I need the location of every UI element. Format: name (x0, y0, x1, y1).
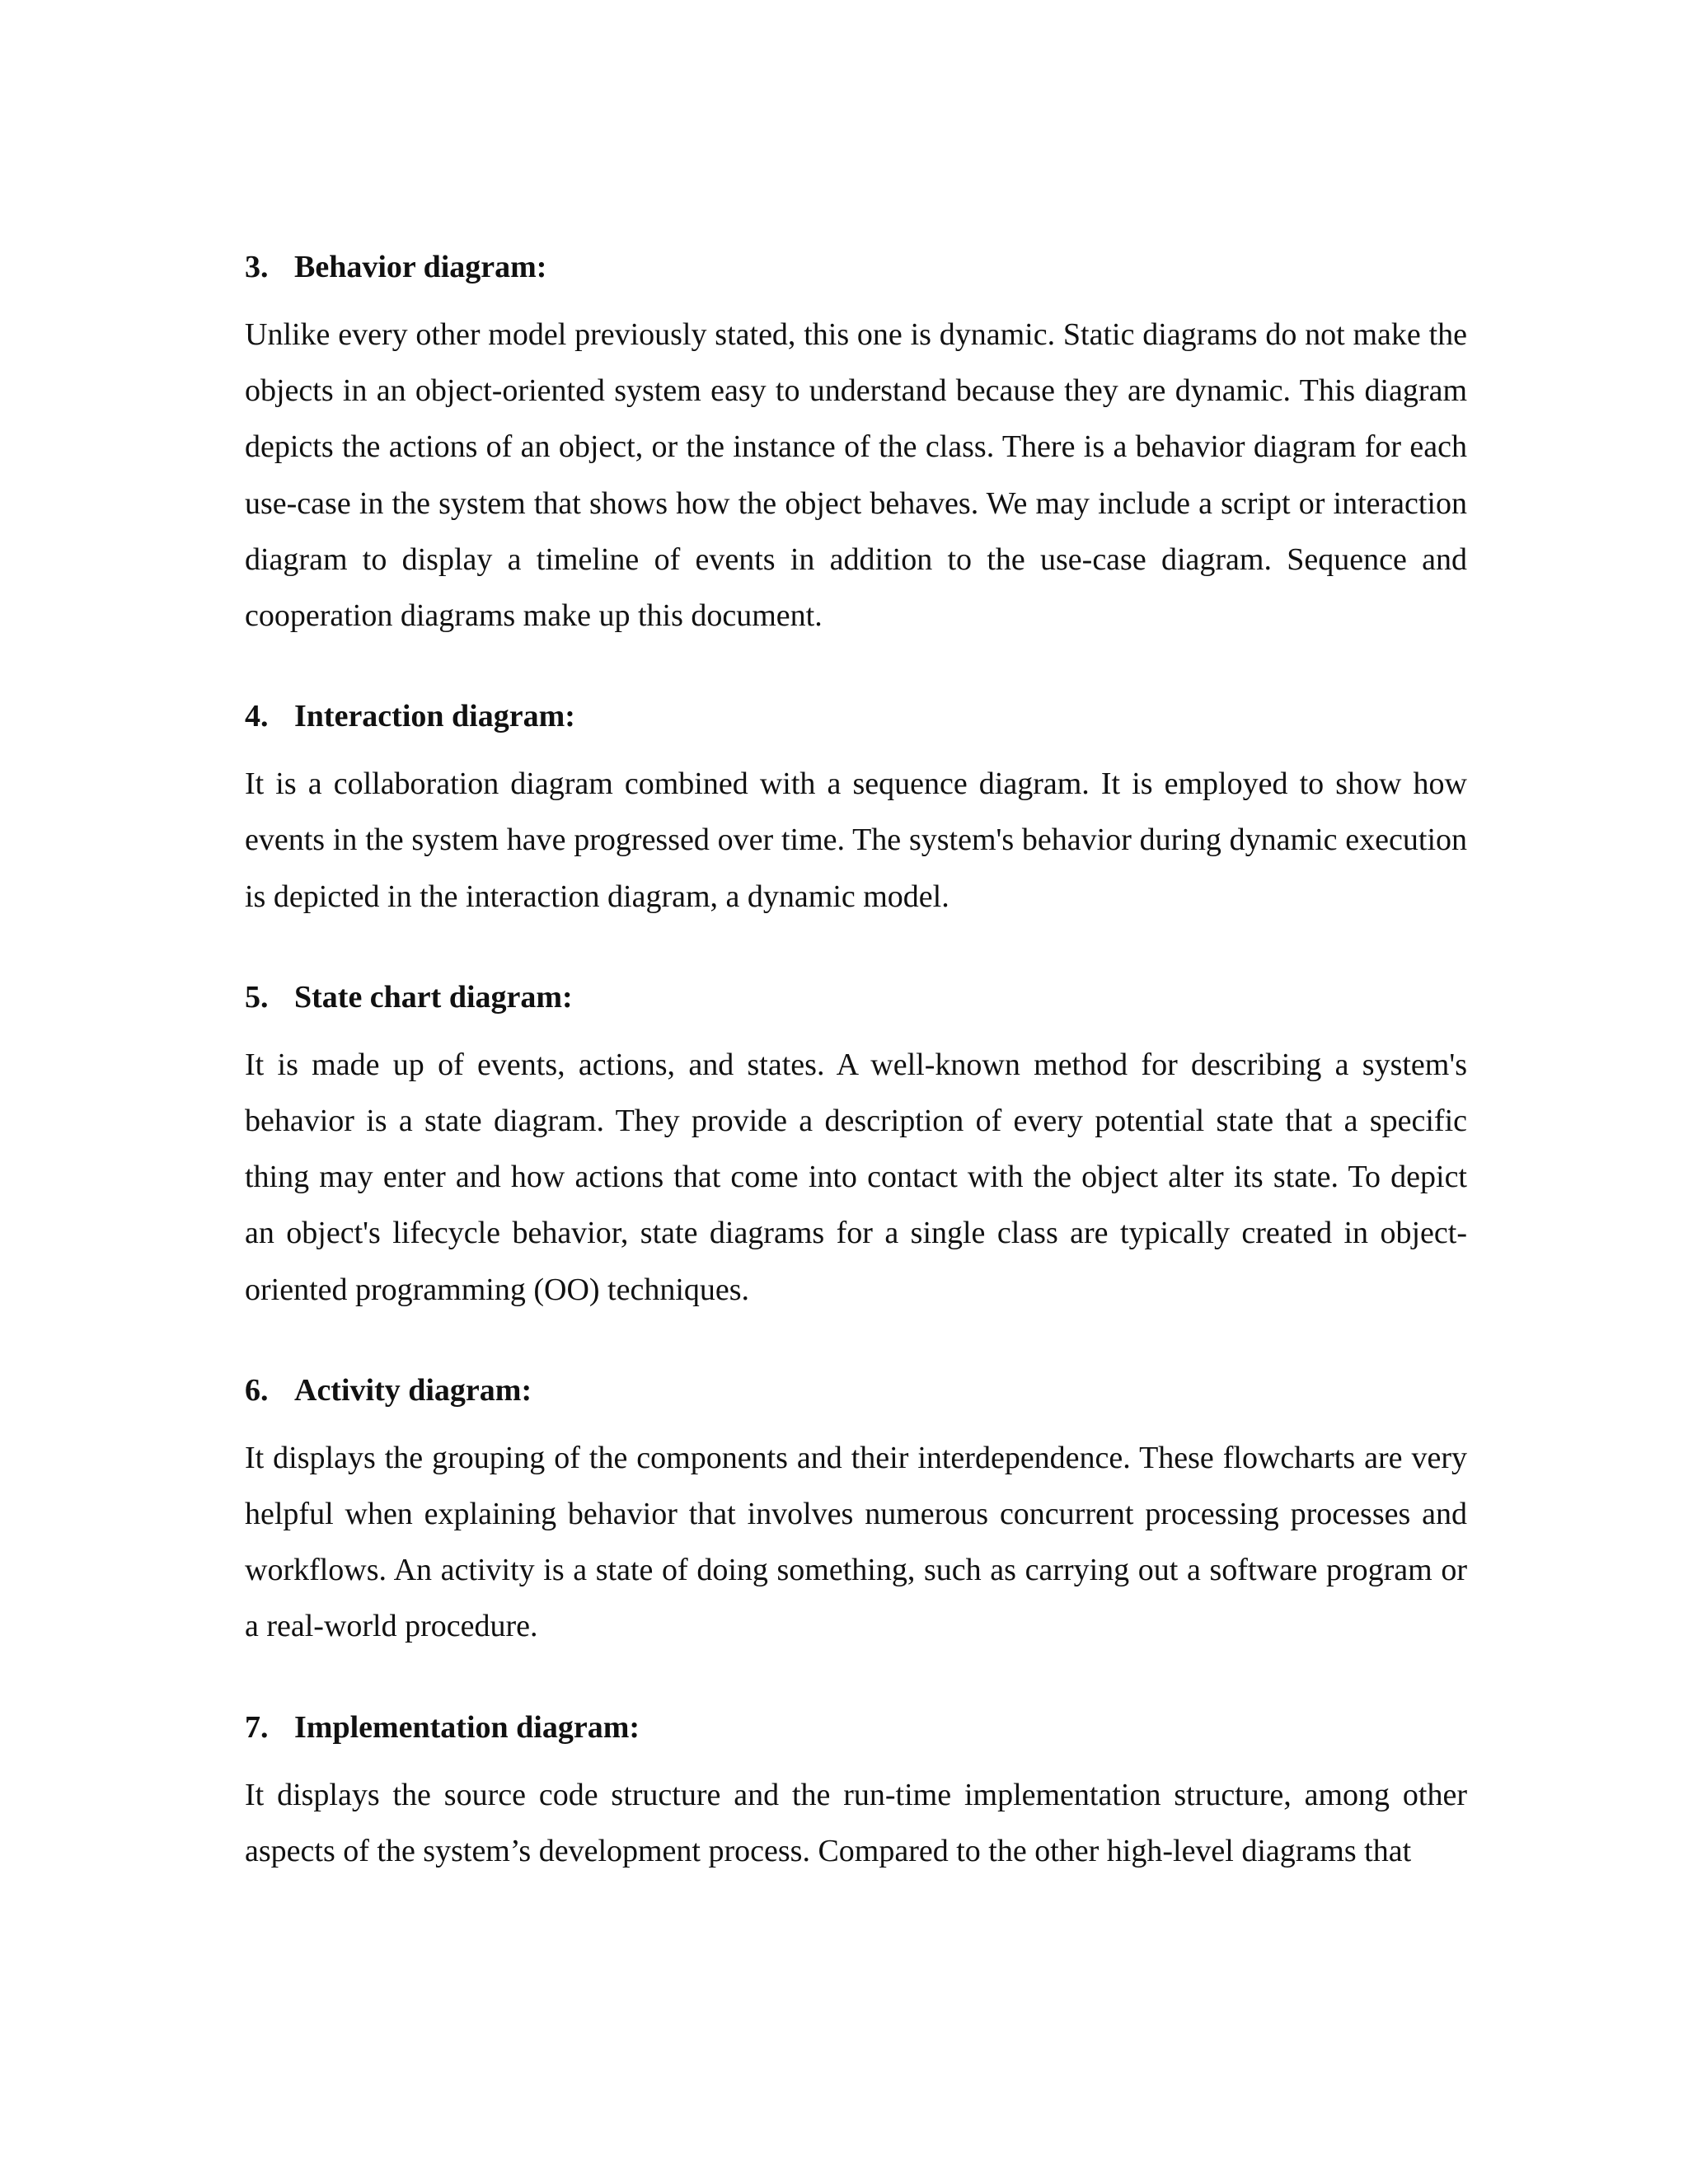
section-body: It is a collaboration diagram combined with a sequence diagram. It is employed to show how events in the system have progressed over time. The system's behavior during dynamic execution is depicted in the interaction diagram, a dynamic model. (245, 766, 1467, 914)
section-heading (245, 1373, 1467, 1408)
section-title: Implementation diagram: (294, 1709, 640, 1745)
section-body: Unlike every other model previously stated, this one is dynamic. Static diagrams do not make the objects in an object-oriented system easy to understand because they are dynamic. This diagram depicts the actions of an object, or the instance of the class. There is a behavior diagram for each use-case in the system that shows how the object behaves. We may include a script or interaction diagram to display a timeline of events in addition to the use-case diagram. Sequence and cooperation diagrams make up this document. (245, 317, 1467, 634)
section-number: 7. (245, 1709, 269, 1745)
section-activity-diagram (245, 1373, 1467, 1655)
section-number: 5. (245, 979, 269, 1015)
section-implementation-diagram (245, 1710, 1467, 1879)
section-number: 4. (245, 699, 269, 734)
section-behavior-diagram (245, 250, 1467, 644)
section-heading (245, 699, 1467, 733)
section-title: State chart diagram: (294, 979, 573, 1015)
section-body: It is made up of events, actions, and states. A well-known method for describing a system's behavior is a state diagram. They provide a description of every potential state that a specific thing may enter and how actions that come into contact with the object alter its state. To depict an object's lifecycle behavior, state diagrams for a single class are typically created in object-oriented programming (OO) techniques. (245, 1047, 1467, 1307)
section-heading (245, 980, 1467, 1015)
document-page (245, 250, 1467, 1934)
section-interaction-diagram (245, 699, 1467, 925)
section-body: It displays the source code structure and the run-time implementation structure, among other aspects of the system’s development process. Compared to the other high-level diagrams that (245, 1777, 1467, 1868)
section-title: Interaction diagram: (294, 699, 575, 734)
section-number: 6. (245, 1372, 269, 1408)
section-title: Behavior diagram: (294, 250, 547, 284)
section-state-chart-diagram (245, 980, 1467, 1318)
section-body: It displays the grouping of the components and their interdependence. These flowcharts are very helpful when explaining behavior that involves numerous concurrent processing processes and workflows. An activity is a state of doing something, such as carrying out a software program or a real-world procedure. (245, 1440, 1467, 1644)
section-title: Activity diagram: (294, 1372, 532, 1408)
section-number: 3. (245, 250, 269, 284)
section-heading (245, 1710, 1467, 1745)
section-heading (245, 250, 1467, 284)
